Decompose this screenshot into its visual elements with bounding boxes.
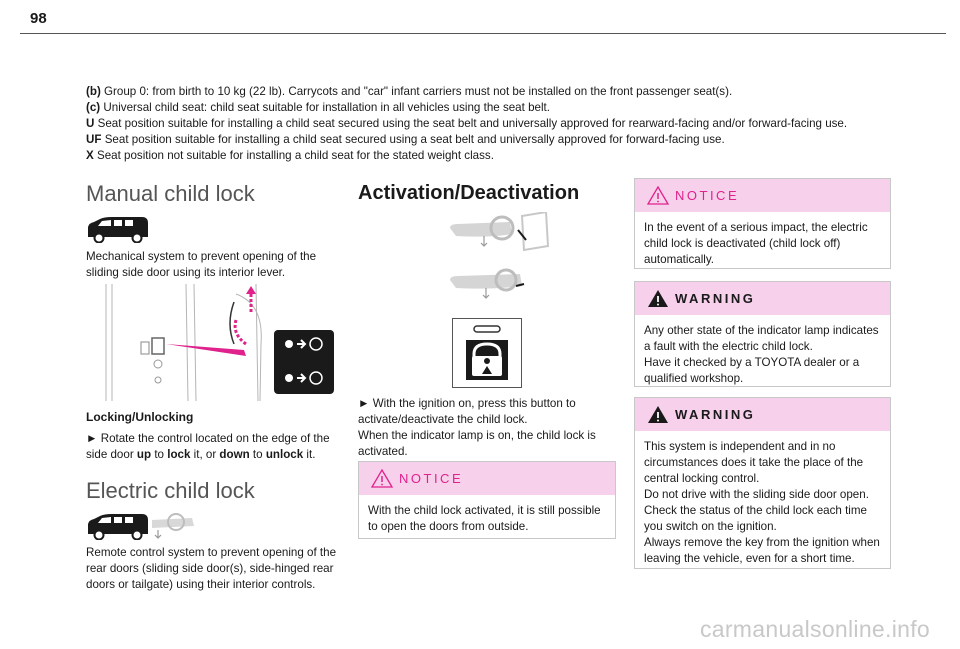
warning-text-line: Check the status of the child lock each time you switch on the ignition. [644, 504, 867, 533]
electric-child-lock-title: Electric child lock [86, 478, 255, 503]
warning-triangle-icon [647, 405, 669, 424]
warning-text-line: This system is independent and in no circumstances does it take the place of the central locking control. [644, 440, 864, 485]
notice-box-activation [358, 461, 616, 539]
activation-title: Activation/Deactivation [358, 182, 580, 204]
manual-child-lock-title: Manual child lock [86, 181, 255, 206]
caution-triangle-icon [647, 186, 669, 205]
notice-text: In the event of a serious impact, the electric child lock is deactivated (child lock off) automatically. [644, 221, 868, 266]
caution-triangle-icon [371, 469, 393, 488]
dashboard-steering-icon [152, 512, 196, 540]
warning-text-line: Any other state of the indicator lamp indicates a fault with the electric child lock. [644, 324, 879, 353]
manual-lock-illustration [86, 284, 340, 401]
notice-box-impact [634, 178, 891, 269]
footnote-c: (c) Universal child seat: child seat suitable for installation in all vehicles using the seat belt. [86, 101, 550, 114]
footnote-x: X Seat position not suitable for installing a child seat for the stated weight class. [86, 149, 494, 162]
warning-text-line: Have it checked by a TOYOTA dealer or a qualified workshop. [644, 356, 860, 385]
activation-instruction: ► With the ignition on, press this button to activate/deactivate the child lock. When the indicator lamp is on, the child lock is activated. [358, 397, 596, 458]
child-lock-button-icon [452, 318, 522, 388]
warning-text-line: Always remove the key from the ignition when leaving the vehicle, even for a short time. [644, 536, 880, 565]
footnotes [86, 84, 886, 164]
notice-text: With the child lock activated, it is still possible to open the doors from outside. [368, 504, 601, 533]
door-open-illustration [450, 212, 550, 252]
warning-triangle-icon [647, 289, 669, 308]
footnote-uf: UF Seat position suitable for installing a child seat secured using a seat belt and universally approved for forward-facing use. [86, 133, 725, 146]
watermark: carmanualsonline.info [699, 616, 930, 642]
notice-label: NOTICE [675, 188, 740, 203]
van-icon-electric [86, 512, 150, 540]
notice-label: NOTICE [399, 471, 464, 486]
locking-instruction: ► Rotate the control located on the edge of the side door up to lock it, or down to unlock it. [86, 432, 330, 461]
warning-label: WARNING [675, 291, 756, 306]
warning-text-line: Do not drive with the sliding side door open. [644, 488, 869, 501]
locking-title: Locking/Unlocking [86, 410, 194, 424]
van-icon [86, 215, 150, 243]
manual-description: Mechanical system to prevent opening of the sliding side door using its interior lever. [86, 250, 317, 279]
page-number: 98 [30, 10, 47, 27]
header-rule [20, 33, 946, 34]
dashboard-illustration [450, 266, 530, 300]
footnote-u: U Seat position suitable for installing a child seat secured using the seat belt and universally approved for rearward-facing and/or forward-facing use. [86, 117, 848, 130]
footnote-b: (b) Group 0: from birth to 10 kg (22 lb). Carrycots and "car" infant carriers must not be installed on the front passenger seat(s). [86, 85, 733, 98]
electric-description: Remote control system to prevent opening of the rear doors (sliding side door(s), side-hinged rear doors or tailgate) using their interior controls. [86, 546, 337, 591]
warning-label: WARNING [675, 407, 756, 422]
warning-box-system [634, 397, 891, 569]
warning-box-fault [634, 281, 891, 387]
